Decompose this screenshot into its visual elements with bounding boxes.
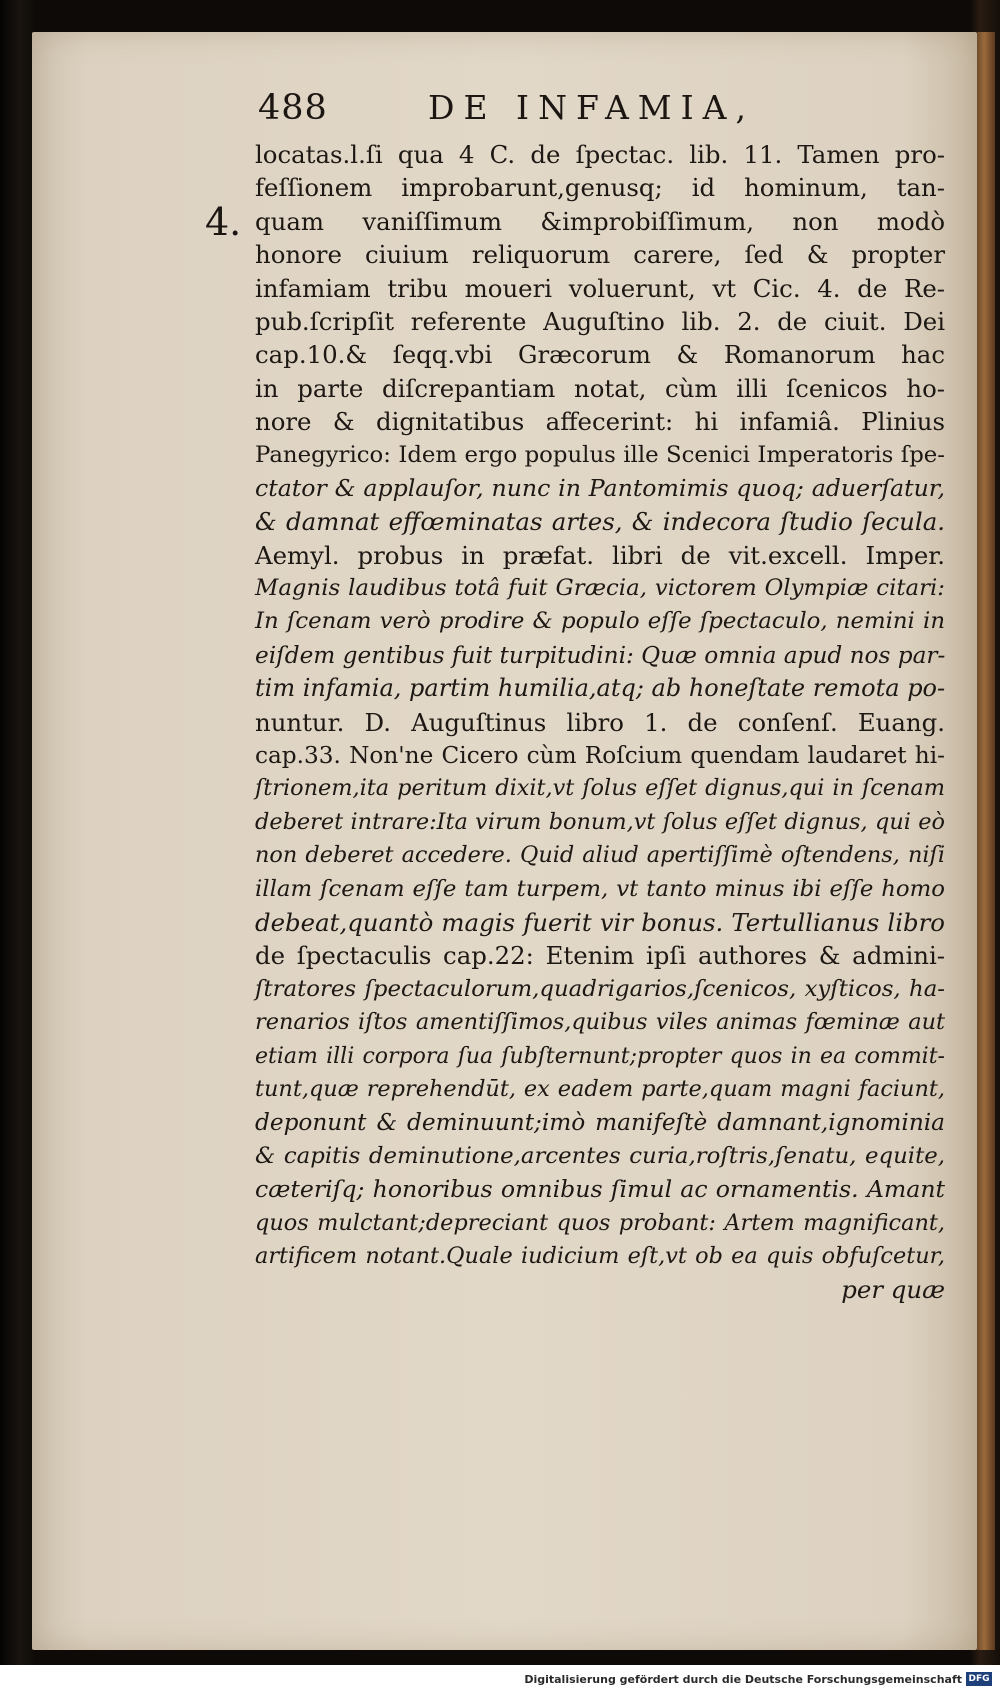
text-line: non deberet accedere. Quid aliud apertiſſimè oſtendens, niſi	[255, 842, 945, 869]
text-line: eiſdem gentibus fuit turpitudini: Quæ omnia apud nos par-	[255, 641, 946, 669]
text-line: nore & dignitatibus affecerint: hi infamiâ. Plinius	[255, 407, 945, 437]
text-line: ſtratores ſpectaculorum,quadrigarios,ſcenicos, xyſticos, ha-	[255, 975, 945, 1002]
text-line: nuntur. D. Auguſtinus libro 1. de conſenſ. Euang.	[255, 707, 945, 737]
text-line: ſtrionem,ita peritum dixit,vt ſolus eſſet dignus,qui in ſcenam	[255, 775, 945, 802]
text-line: Aemyl. probus in præfat. libri de vit.excell. Imper.	[255, 540, 945, 570]
margin-note: 4.	[205, 200, 242, 244]
page-number: 488	[258, 88, 328, 128]
text-line: infamiam tribu moueri voluerunt, vt Cic. 4. de Re-	[255, 273, 945, 303]
text-line: Magnis laudibus totâ fuit Græcia, victorem Olympiæ citari:	[255, 575, 945, 602]
text-line: quos mulctant;depreciant quos probant: Artem magnificant,	[255, 1209, 945, 1236]
text-line: de ſpectaculis cap.22: Etenim ipſi authores & admini-	[255, 941, 945, 971]
text-line: & damnat effœminatas artes, & indecora ſtudio ſecula.	[255, 507, 945, 537]
body-text	[255, 138, 945, 1307]
text-line: locatas.l.ſi qua 4 C. de ſpectac. lib. 11. Tamen pro-	[255, 140, 945, 169]
text-line: cap.33. Non'ne Cicero cùm Roſcium quendam laudaret hi-	[255, 742, 945, 770]
catchword: per quæ	[841, 1275, 945, 1305]
text-line: deberet intrare:Ita virum bonum,vt ſolus eſſet dignus, qui eò	[255, 808, 945, 835]
text-line: deponunt & deminuunt;imò manifeſtè damnant,ignominia	[255, 1109, 945, 1137]
text-line: artificem notant.Quale iudicium eſt,vt ob ea quis obfuſcetur,	[255, 1242, 945, 1269]
text-line: pub.ſcripſit referente Auguſtino lib. 2. de ciuit. Dei	[255, 306, 945, 336]
text-line: in parte diſcrepantiam notat, cùm illi ſcenicos ho-	[255, 373, 945, 403]
book-page-edge	[977, 32, 995, 1650]
dfg-logo: DFG	[966, 1672, 992, 1686]
text-line: cap.10.& ſeqq.vbi Græcorum & Romanorum hac	[255, 340, 945, 370]
text-line: tim infamia, partim humilia,atq; ab honeſtate remota po-	[255, 674, 946, 703]
text-line: Panegyrico: Idem ergo populus ille Scenici Imperatoris ſpe-	[255, 441, 945, 468]
text-line: In ſcenam verò prodire & populo eſſe ſpectaculo, nemini in	[255, 608, 945, 635]
text-line: tunt,quæ reprehendūt, ex eadem parte,quam magni faciunt,	[255, 1075, 945, 1102]
text-line: etiam illi corpora ſua ſubſternunt;propter quos in ea commit-	[255, 1043, 945, 1069]
digitization-footer	[0, 1665, 1000, 1695]
text-line: feſſionem improbarunt,genusq; id hominum, tan-	[255, 173, 945, 203]
text-line: illam ſcenam eſſe tam turpem, vt tanto minus ibi eſſe homo	[255, 875, 945, 902]
text-line: honore ciuium reliquorum carere, ſed & propter	[255, 240, 945, 270]
text-line: cæteriſq; honoribus omnibus ſimul ac ornamentis. Amant	[255, 1175, 945, 1204]
running-header	[258, 88, 768, 138]
funding-credit: Digitalisierung gefördert durch die Deutsche Forschungsgemeinschaft	[524, 1673, 962, 1686]
text-line: renarios iſtos amentiſſimos,quibus viles animas fœminæ aut	[255, 1009, 945, 1036]
text-line: debeat,quantò magis fuerit vir bonus. Tertullianus libro	[255, 907, 945, 937]
running-title: DE INFAMIA,	[428, 88, 755, 127]
text-line: quam vaniſſimum &improbiſſimum, non modò	[255, 206, 945, 236]
text-line: ctator & applauſor, nunc in Pantomimis quoq; aduerſatur,	[255, 473, 945, 502]
text-line: & capitis deminutione,arcentes curia,roſtris,ſenatu, equite,	[255, 1142, 945, 1169]
